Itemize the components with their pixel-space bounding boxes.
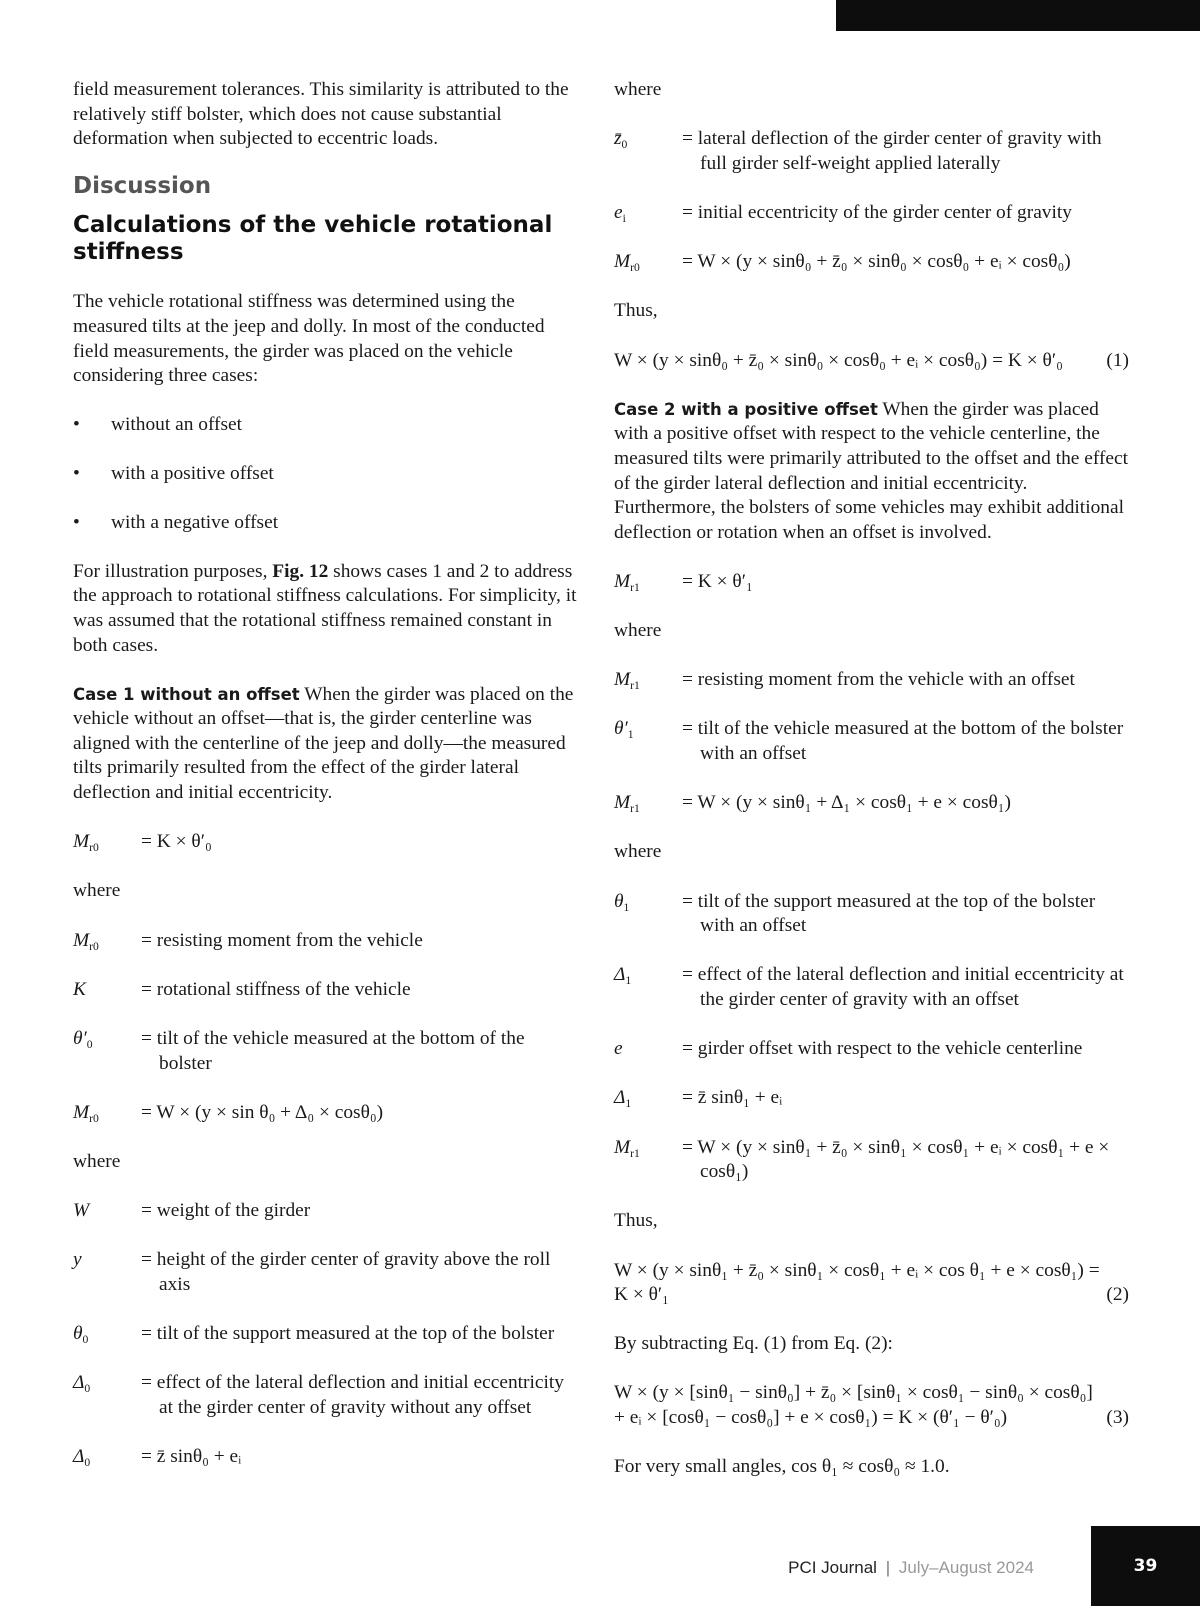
body-paragraph: For very small angles, cos θ₁ ≈ cosθ₀ ≈ 1.0. <box>614 1456 950 1478</box>
where-label: where <box>614 79 662 100</box>
definition-text: = tilt of the support measured at the top of the bolster <box>141 1323 555 1345</box>
equation-line: $M_{r1}$ = K × θ′₁ <box>614 570 1129 595</box>
case1-runin-heading: Case 1 without an offset <box>73 684 300 704</box>
where-label: where <box>614 841 662 863</box>
intro-paragraph: field measurement tolerances. This similarity is attributed to the relatively stiff bolster, which does not cause substantial deformation when subjected to eccentric loads. <box>73 79 569 150</box>
definition-row: $M_{r0}$ = W × (y × sinθ₀ + z̄₀ × sinθ₀ × cosθ₀ + eᵢ × cosθ₀) <box>614 250 1129 275</box>
definition-text: = weight of the girder <box>141 1200 311 1222</box>
where-label: where <box>73 1150 121 1172</box>
right-column <box>614 78 1129 1480</box>
definition-row: e = girder offset with respect to the vehicle centerline <box>614 1037 1129 1062</box>
equation-line: $M_{r0}$ = K × θ′₀ <box>73 830 578 855</box>
where-label: where <box>614 620 662 642</box>
definition-text: = resisting moment from the vehicle <box>141 929 423 951</box>
case-list <box>73 413 578 536</box>
list-item: • without an offset <box>73 413 578 438</box>
equation-text: W × (y × [sinθ₁ − sinθ₀] + z̄₀ × [sinθ₁ × cosθ₁ − sinθ₀ × cosθ₀] + eᵢ × [cosθ₁ − cosθ₀] + e × cosθ₁) = K × (θ′₁ − θ′₀) <box>614 1382 1093 1429</box>
definition-row: $\Delta_0$ = effect of the lateral deflection and initial eccentricity at the girder center of gravity without any offset <box>73 1371 578 1420</box>
definition-row: $z̄_0$ = lateral deflection of the girder center of gravity with full girder self-weight applied laterally <box>614 127 1129 176</box>
thus-label: Thus, <box>614 300 658 322</box>
equation-3 <box>614 1381 1129 1430</box>
body-paragraph: The vehicle rotational stiffness was determined using the measured tilts at the jeep and dolly. In most of the conducted field measurements, the girder was placed on the vehicle considering three cases: <box>73 291 545 387</box>
case1-paragraph <box>73 683 578 806</box>
text-run: When the girder was placed with a positive offset with respect to the vehicle centerline, the measured tilts were primarily attributed to the offset and the effect of the girder lateral deflection and initial eccentricity. Furthermore, the bolsters of some vehicles may exhibit additional deflection or rotation when an offset is involved. <box>614 398 1129 543</box>
thus-label: Thus, <box>614 1210 658 1232</box>
definition-text: = rotational stiffness of the vehicle <box>141 978 411 1000</box>
journal-name: PCI Journal <box>788 1558 877 1577</box>
definition-text: = effect of the lateral deflection and initial eccentricity at the girder center of gravity without any offset <box>141 1372 564 1418</box>
definition-text: = tilt of the support measured at the top of the bolster with an offset <box>682 890 1096 937</box>
definition-text: = resisting moment from the vehicle with an offset <box>682 669 1075 691</box>
definition-row: $M_{r0}$ = W × (y × sin θ₀ + Δ₀ × cosθ₀) <box>73 1101 578 1126</box>
definition-row: $M_{r1}$ = W × (y × sinθ₁ + z̄₀ × sinθ₁ × cosθ₁ + eᵢ × cosθ₁ + e × cosθ₁) <box>614 1136 1129 1185</box>
page-number: 39 <box>1091 1526 1200 1606</box>
body-paragraph: By subtracting Eq. (1) from Eq. (2): <box>614 1333 893 1355</box>
definition-text: = effect of the lateral deflection and initial eccentricity at the girder center of gravity with an offset <box>682 964 1124 1010</box>
definition-text: = W × (y × sinθ₀ + z̄₀ × sinθ₀ × cosθ₀ + eᵢ × cosθ₀) <box>682 251 1071 273</box>
list-item: • with a negative offset <box>73 511 578 536</box>
section-heading-discussion: Discussion <box>73 172 212 199</box>
definition-row: y = height of the girder center of gravity above the roll axis <box>73 1248 578 1297</box>
definition-text: = W × (y × sinθ₁ + z̄₀ × sinθ₁ × cosθ₁ + eᵢ × cosθ₁ + e × cosθ₁) <box>682 1136 1110 1183</box>
text-run: shows cases 1 and 2 to address the approach to rotational stiffness calculations. For simplicity, it was assumed that the rotational stiffness remained constant in both cases. <box>73 560 577 656</box>
definition-text: = girder offset with respect to the vehicle centerline <box>682 1038 1083 1060</box>
equation-number: (1) <box>1106 349 1129 371</box>
definition-text: = z̄ sinθ₀ + eᵢ <box>141 1446 242 1468</box>
equation-text: W × (y × sinθ₁ + z̄₀ × sinθ₁ × cosθ₁ + eᵢ × cos θ₁ + e × cosθ₁) = K × θ′₁ <box>614 1259 1100 1306</box>
definition-row: $\theta_1$ = tilt of the support measured at the top of the bolster with an offset <box>614 890 1129 939</box>
definition-row: $M_{r1}$ = W × (y × sinθ₁ + Δ₁ × cosθ₁ + e × cosθ₁) <box>614 791 1129 816</box>
definition-row: K = rotational stiffness of the vehicle <box>73 978 578 1003</box>
equation-number: (3) <box>1106 1407 1129 1429</box>
definition-row: $\theta'_1$ = tilt of the vehicle measured at the bottom of the bolster with an offset <box>614 717 1129 766</box>
equation-text: W × (y × sinθ₀ + z̄₀ × sinθ₀ × cosθ₀ + eᵢ × cosθ₀) = K × θ′₀ <box>614 349 1063 371</box>
footer-separator: | <box>885 1558 891 1577</box>
definition-row: $\Delta_1$ = effect of the lateral deflection and initial eccentricity at the girder center of gravity with an offset <box>614 963 1129 1012</box>
definition-text: = W × (y × sinθ₁ + Δ₁ × cosθ₁ + e × cosθ₁) <box>682 792 1012 814</box>
header-bar <box>836 0 1200 31</box>
definition-row: $\theta_0$ = tilt of the support measured at the top of the bolster <box>73 1322 578 1347</box>
case2-paragraph <box>614 398 1129 546</box>
equation-text: = K × θ′₁ <box>682 570 753 592</box>
definition-text: = tilt of the vehicle measured at the bottom of the bolster <box>141 1028 525 1074</box>
where-label: where <box>73 880 121 902</box>
left-column <box>73 78 578 1494</box>
definition-row: W = weight of the girder <box>73 1199 578 1224</box>
figure-reference: Fig. 12 <box>272 560 329 582</box>
definition-row: $M_{r1}$ = resisting moment from the vehicle with an offset <box>614 668 1129 693</box>
subsection-heading: Calculations of the vehicle rotational stiffness <box>73 212 553 266</box>
body-paragraph <box>73 560 578 658</box>
definition-text: = initial eccentricity of the girder center of gravity <box>682 201 1072 223</box>
definition-text: = z̄ sinθ₁ + eᵢ <box>682 1087 783 1109</box>
text-run: For illustration purposes, <box>73 560 273 582</box>
definition-row: $\Delta_0$ = z̄ sinθ₀ + eᵢ <box>73 1445 578 1470</box>
definition-row: $M_{r0}$ = resisting moment from the vehicle <box>73 929 578 954</box>
definition-text: = tilt of the vehicle measured at the bottom of the bolster with an offset <box>682 718 1124 765</box>
page-footer <box>0 1526 1200 1606</box>
equation-2 <box>614 1259 1129 1308</box>
definition-text: = lateral deflection of the girder center of gravity with full girder self-weight applied laterally <box>682 128 1102 174</box>
definition-text: = height of the girder center of gravity above the roll axis <box>141 1249 551 1295</box>
list-item: • with a positive offset <box>73 462 578 487</box>
issue-date: July–August 2024 <box>898 1558 1034 1577</box>
definition-row: $\theta'_0$ = tilt of the vehicle measured at the bottom of the bolster <box>73 1027 578 1076</box>
equation-text: = K × θ′₀ <box>141 831 212 853</box>
definition-row: $e_i$ = initial eccentricity of the girder center of gravity <box>614 201 1129 226</box>
equation-1 <box>614 349 1129 374</box>
footer-journal-info <box>788 1558 1034 1578</box>
equation-number: (2) <box>1106 1284 1129 1306</box>
definition-text: = W × (y × sin θ₀ + Δ₀ × cosθ₀) <box>141 1101 384 1123</box>
text-run: When the girder was placed on the vehicle without an offset—that is, the girder centerline was aligned with the centerline of the jeep and dolly—the measured tilts primarily resulted from the effect of the girder lateral deflection and initial eccentricity. <box>73 683 574 804</box>
definition-row: $\Delta_1$ = z̄ sinθ₁ + eᵢ <box>614 1086 1129 1111</box>
case2-runin-heading: Case 2 with a positive offset <box>614 399 878 419</box>
